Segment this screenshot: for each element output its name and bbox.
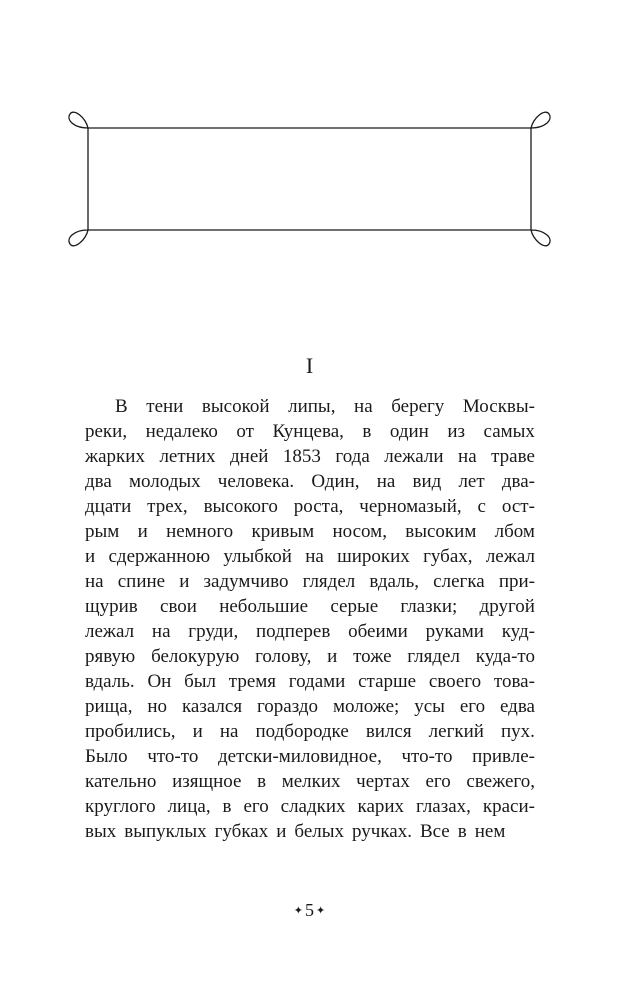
word: старше (358, 671, 417, 692)
word: что-то (401, 746, 453, 767)
word: годами (288, 671, 346, 692)
word: това- (493, 671, 535, 692)
word: вдаль, (369, 571, 420, 592)
decorative-frame (0, 0, 619, 300)
word: ост- (501, 496, 535, 517)
word: свои (160, 596, 197, 617)
word: лица, (167, 796, 211, 817)
word: слегка (433, 571, 485, 592)
word: легкий (428, 721, 484, 742)
word: привле- (472, 746, 535, 767)
word: Все (419, 821, 450, 842)
word: голову, (255, 646, 312, 667)
word: подперев (256, 621, 331, 642)
word: тремя (228, 671, 277, 692)
word: глядел (407, 646, 460, 667)
word: самых (483, 421, 535, 442)
text-line (85, 669, 535, 694)
word: широких (337, 546, 410, 567)
word: и (192, 721, 203, 742)
word: и (276, 821, 287, 842)
chapter-heading: I (305, 353, 314, 378)
word: недалеко (145, 421, 218, 442)
word: едва (499, 696, 535, 717)
word: белых (294, 821, 345, 842)
word: руками (425, 621, 484, 642)
word: кательно (85, 771, 157, 792)
word: летних (159, 446, 216, 467)
word: два (85, 471, 112, 492)
word: но (147, 696, 168, 717)
word: пробились, (85, 721, 176, 742)
word: выпуклых (124, 821, 207, 842)
text-line (85, 819, 535, 844)
word: Было (85, 746, 128, 767)
word: два- (501, 471, 535, 492)
text-line (85, 494, 535, 519)
word: Москвы- (462, 396, 535, 417)
text-line (85, 619, 535, 644)
word: груди, (188, 621, 239, 642)
text-line (85, 419, 535, 444)
word: тени (146, 396, 184, 417)
word: кривым (251, 521, 315, 542)
word: серые (330, 596, 379, 617)
word: Он (147, 671, 172, 692)
text-line (85, 544, 535, 569)
word: рявую (85, 646, 136, 667)
word: вился (365, 721, 412, 742)
word: высоким (405, 521, 477, 542)
word: пух. (501, 721, 535, 742)
word: небольшие (219, 596, 309, 617)
word: Кунцева, (272, 421, 344, 442)
word: высокой (201, 396, 270, 417)
word: подбородке (255, 721, 349, 742)
word: глазки; (400, 596, 458, 617)
text-line (85, 694, 535, 719)
page-number (0, 898, 619, 923)
word: черномазый, (359, 496, 462, 517)
word: спине (117, 571, 166, 592)
word: обеими (348, 621, 408, 642)
text-line (85, 794, 535, 819)
word: дцати (85, 496, 132, 517)
text-line (85, 469, 535, 494)
word: на (458, 446, 477, 467)
text-line (85, 719, 535, 744)
word: что-то (147, 746, 199, 767)
word: рым (85, 521, 120, 542)
word: нем (474, 821, 506, 842)
word: его (243, 796, 269, 817)
word: Один, (311, 471, 360, 492)
word: лежал (85, 621, 135, 642)
word: сдержанною (108, 546, 211, 567)
word: трех, (147, 496, 188, 517)
word: свежего, (466, 771, 535, 792)
word: глазах, (415, 796, 471, 817)
word: его (459, 696, 486, 717)
word: с (477, 496, 486, 517)
word: чертах (356, 771, 410, 792)
page-number-value: 5 (305, 900, 314, 920)
text-line (85, 394, 535, 419)
word: реки, (85, 421, 128, 442)
word: губках (214, 821, 269, 842)
word: и (179, 571, 190, 592)
word: детски-миловидное, (217, 746, 382, 767)
word: от (236, 421, 254, 442)
word: роста, (293, 496, 344, 517)
text-line (85, 569, 535, 594)
word: в (257, 771, 267, 792)
word: своего (428, 671, 482, 692)
word: рища, (85, 696, 133, 717)
word: сладких (280, 796, 346, 817)
word: в (222, 796, 232, 817)
word: куда-то (475, 646, 535, 667)
word: дней (230, 446, 269, 467)
word: на (376, 471, 396, 492)
text-line (85, 644, 535, 669)
word: и (85, 546, 96, 567)
word: краси- (482, 796, 535, 817)
word: и (137, 521, 148, 542)
word: траве (491, 446, 535, 467)
word: белокурую (151, 646, 240, 667)
word: при- (498, 571, 535, 592)
word: один (389, 421, 429, 442)
word: и (327, 646, 338, 667)
word: на (219, 721, 239, 742)
word: тоже (353, 646, 392, 667)
word: был (184, 671, 217, 692)
word: лбом (494, 521, 535, 542)
word: в (362, 421, 372, 442)
word: щурив (85, 596, 138, 617)
word: улыбкой (223, 546, 292, 567)
word: ручках. (352, 821, 412, 842)
word: глядел (302, 571, 356, 592)
text-line (85, 769, 535, 794)
word: года (335, 446, 370, 467)
word: губах, (423, 546, 473, 567)
word: жарких (85, 446, 145, 467)
word: из (447, 421, 466, 442)
word: носом, (332, 521, 387, 542)
word: куд- (501, 621, 535, 642)
word: на (305, 546, 324, 567)
word: вид (412, 471, 442, 492)
word: на (354, 396, 373, 417)
word: изящное (172, 771, 242, 792)
word: вдаль. (85, 671, 135, 692)
ornament-icon-left: ✦ (293, 905, 303, 917)
word: задумчиво (203, 571, 289, 592)
word: казался (181, 696, 243, 717)
word: высокого (203, 496, 278, 517)
paragraph (85, 394, 535, 844)
word: усы (414, 696, 445, 717)
text-line (85, 594, 535, 619)
ornament-icon-right: ✦ (316, 905, 326, 917)
word: человека. (217, 471, 295, 492)
word: мелких (281, 771, 341, 792)
text-line (85, 519, 535, 544)
text-line (85, 744, 535, 769)
word: вых (85, 821, 117, 842)
word: липы, (288, 396, 336, 417)
word: гораздо (256, 696, 319, 717)
word: моложе; (332, 696, 400, 717)
word: другой (479, 596, 535, 617)
word: в (457, 821, 467, 842)
word: В (115, 396, 128, 417)
word: круглого (85, 796, 156, 817)
text-line (85, 444, 535, 469)
word: молодых (128, 471, 201, 492)
word: лет (458, 471, 485, 492)
word: его (425, 771, 451, 792)
word: на (151, 621, 171, 642)
word: лежал (485, 546, 535, 567)
word: берегу (391, 396, 445, 417)
word: на (85, 571, 104, 592)
word: лежали (384, 446, 444, 467)
word: немного (166, 521, 234, 542)
word: 1853 (282, 446, 321, 467)
word: карих (357, 796, 405, 817)
